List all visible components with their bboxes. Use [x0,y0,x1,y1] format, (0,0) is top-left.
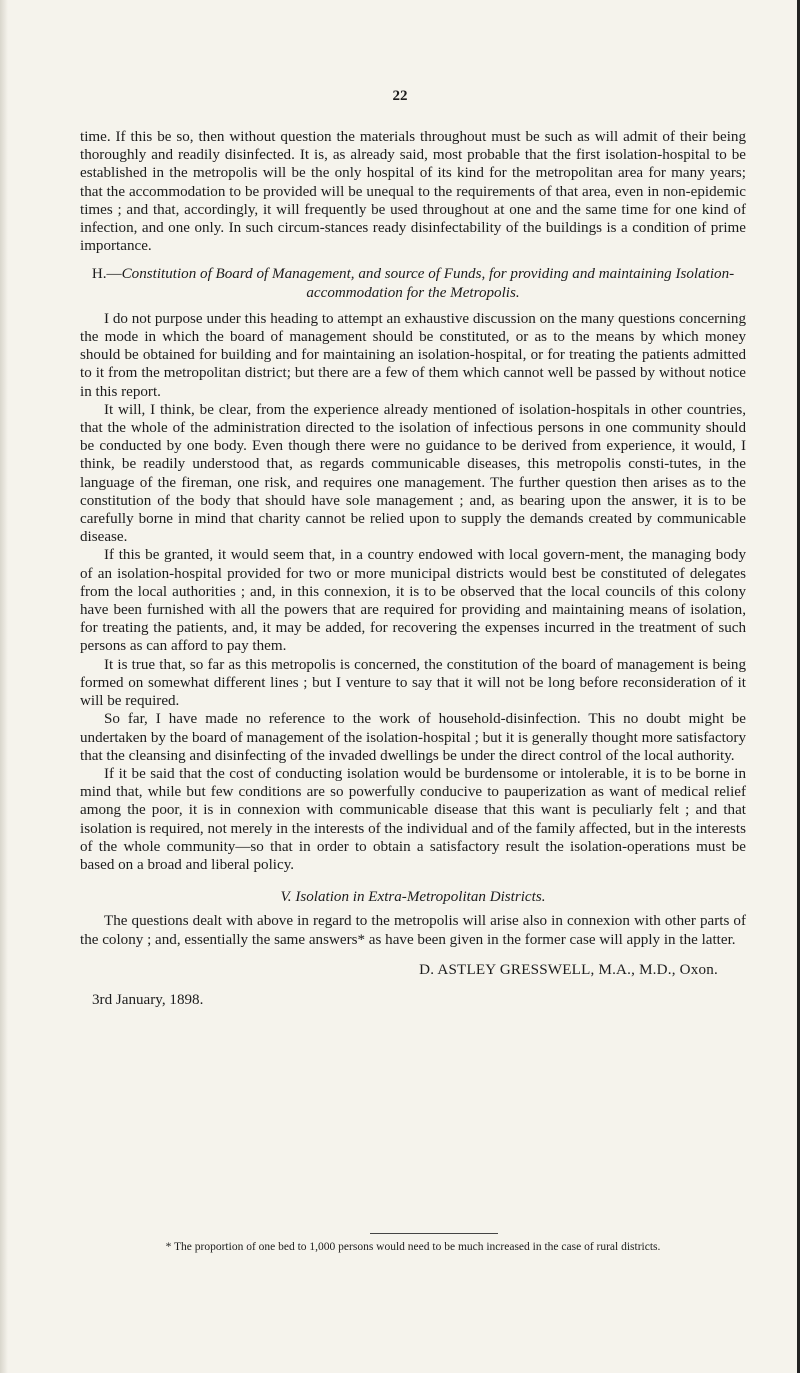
author-signature: D. ASTLEY GRESSWELL, M.A., M.D., Oxon. [419,961,718,978]
page-number: 22 [392,88,408,104]
footnote: * The proportion of one bed to 1,000 persons would need to be much increased in the case of rural districts. [165,1241,661,1253]
document-body [80,128,746,1009]
page-edge-shadow [0,0,8,1373]
paragraph: If this be granted, it would seem that, in a country endowed with local govern-ment, the managing body of an isolation-hospital provided for two or more municipal districts would best be constituted of delegates from the local authorities ; and, in this connexion, it is to be observed that the local councils of this colony have been furnished with all the powers that are required for providing and maintaining means of isolation, for treating the patients, and, it may be added, for recovering the expenses incurred in the treatment of such persons as can afford to pay them. [80,547,746,655]
paragraph: I do not purpose under this heading to attempt an exhaustive discussion on the many questions concerning the mode in which the board of management should be constituted, or as to the means by which money should be obtained for building and for maintaining an isolation-hospital, or for treating the patients admitted to it from the metropolitan district; but there are a few of them which cannot well be passed by without notice in this report. [80,310,746,400]
document-date: 3rd January, 1898. [92,991,204,1008]
paragraph: The questions dealt with above in regard to the metropolis will arise also in connexion with other parts of the colony ; and, essentially the same answers* as have been given in the former case will apply in the latter. [80,913,746,948]
section-heading-v: V. Isolation in Extra-Metropolitan Districts. [280,889,546,906]
paragraph-intro: time. If this be so, then without question the materials throughout must be such as will admit of their being thoroughly and readily disinfected. It is, as already said, most probable that the first isolation-hospital to be established in the metropolis will be the only hospital of its kind for the metropolitan area for many years; that the accommodation to be provided will be unequal to the requirements of that area, even in non-epidemic times ; and that, accordingly, it will frequently be used throughout at one and the same time for one kind of infection, and one only. In such circum-stances ready disinfectability of the buildings is a condition of prime importance. [80,129,746,255]
paragraph: It will, I think, be clear, from the experience already mentioned of isolation-hospitals in other countries, that the whole of the administration directed to the isolation of infectious persons in one community should be conducted by one body. Even though there were no guidance to be derived from experience, it would, I think, be readily understood that, as regards communicable diseases, this metropolis consti-tutes, in the language of the fireman, one risk, and requires one management. The further question then arises as to the constitution of the body that should have sole management ; and, as bearing upon the answer, it is to be carefully borne in mind that charity cannot be relied upon to supply the demands created by communicable disease. [80,401,746,546]
paragraph: It is true that, so far as this metropolis is concerned, the constitution of the board of management is being formed on somewhat different lines ; but I venture to say that it will not be long before reconsideration of it will be required. [80,656,746,710]
footnote-divider [370,1233,498,1234]
section-heading-h-title: Constitution of Board of Management, and source of Funds, for providing and maintaining Isolation-accommodation for the Metropolis. [121,266,735,301]
section-heading-h-number: H.— [91,266,122,283]
section-heading-h [80,265,746,301]
paragraph: So far, I have made no reference to the work of household-disinfection. This no doubt might be undertaken by the board of management of the isolation-hospital ; but it is generally thought more satisfactory that the cleansing and disinfecting of the invaded dwellings be under the direct control of the local authority. [80,711,746,764]
paragraph: If it be said that the cost of conducting isolation would be burdensome or intolerable, it is to be borne in mind that, while but few conditions are so powerfully conducive to pauperization as want of medical relief among the poor, it is in connexion with communicable disease that this want is peculiarly felt ; and that isolation is required, not merely in the interests of the individual and of the family affected, but in the interests of the whole community—so that in order to obtain a satisfactory result the isolation-operations must be based on a broad and liberal policy. [80,765,746,873]
